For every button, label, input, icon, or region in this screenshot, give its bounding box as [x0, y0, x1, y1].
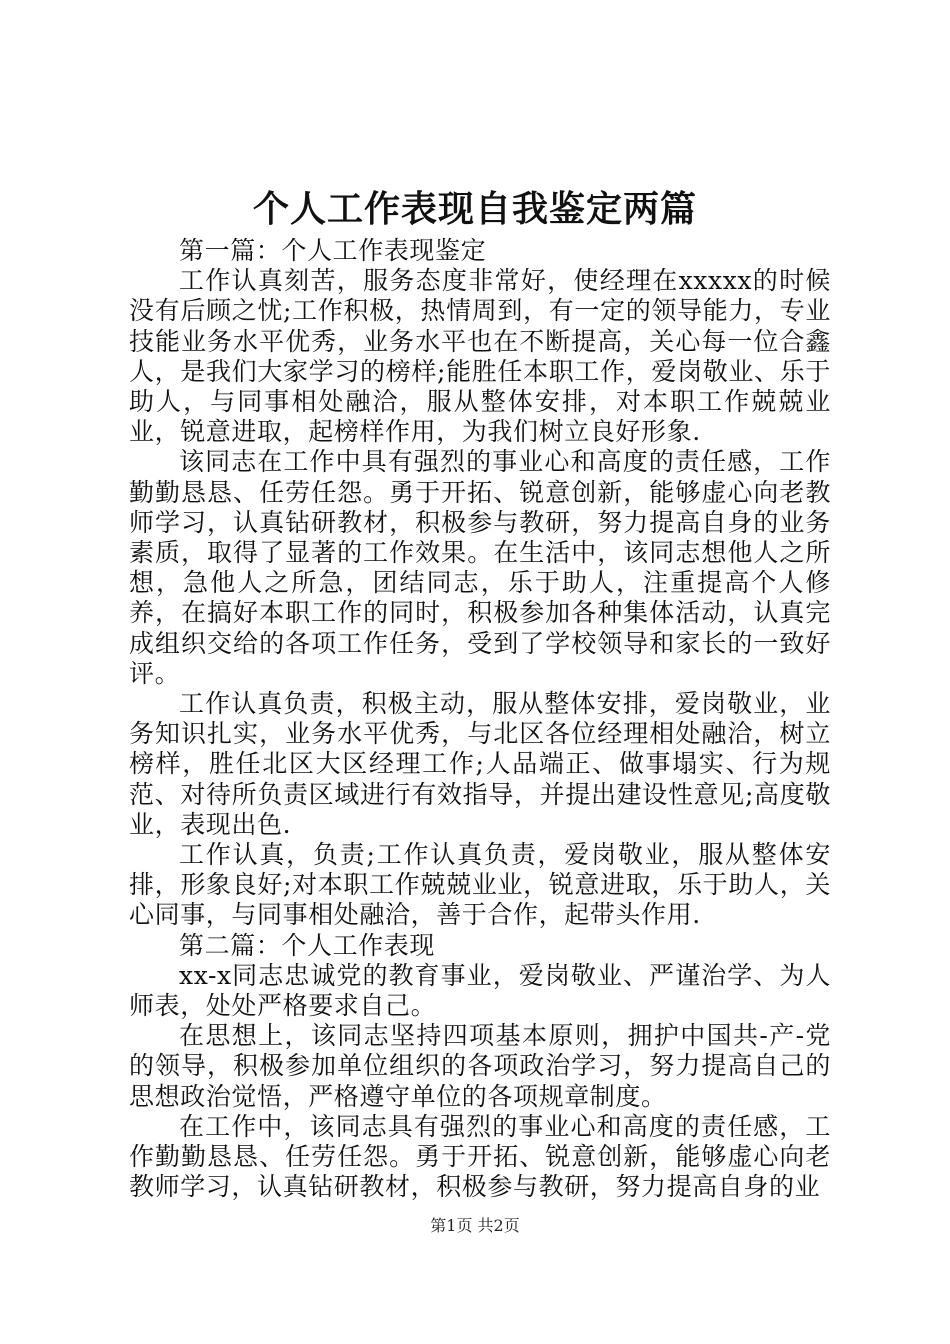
paragraph: 在思想上，该同志坚持四项基本原则，拥护中国共-产-党的领导，积极参加单位组织的各项政治学习，努力提高自己的思想政治觉悟，严格遵守单位的各项规章制度。: [129, 1021, 831, 1111]
paragraph: 工作认真刻苦，服务态度非常好，使经理在xxxxx的时候没有后顾之忧;工作积极，热情周到，有一定的领导能力，专业技能业务水平优秀，业务水平也在不断提高，关心每一位合鑫人，是我们大家学习的榜样;能胜任本职工作，爱岗敬业、乐于助人，与同事相处融洽，服从整体安排，对本职工作兢兢业业，锐意进取，起榜样作用，为我们树立良好形象.: [129, 266, 831, 447]
document-body: [129, 236, 831, 1203]
paragraph: xx-x同志忠诚党的教育事业，爱岗敬业、严谨治学、为人师表，处处严格要求自己。: [129, 960, 831, 1021]
page-number-footer: 第1页 共2页: [430, 1216, 520, 1235]
section-heading-2: 第二篇：个人工作表现: [179, 930, 436, 960]
paragraph: 在工作中，该同志具有强烈的事业心和高度的责任感，工作勤勤恳恳、任劳任怨。勇于开拓、锐意创新，能够虚心向老教师学习，认真钻研教材，积极参与教研，努力提高自身的业: [129, 1111, 831, 1202]
paragraph: 工作认真负责，积极主动，服从整体安排，爱岗敬业，业务知识扎实，业务水平优秀，与北区各位经理相处融洽，树立榜样，胜任北区大区经理工作;人品端正、做事塌实、行为规范、对待所负责区域进行有效指导，并提出建设性意见;高度敬业，表现出色.: [129, 689, 831, 839]
paragraph: 该同志在工作中具有强烈的事业心和高度的责任感，工作勤勤恳恳、任劳任怨。勇于开拓、锐意创新，能够虚心向老教师学习，认真钻研教材，积极参与教研，努力提高自身的业务素质，取得了显著的工作效果。在生活中，该同志想他人之所想，急他人之所急，团结同志，乐于助人，注重提高个人修养，在搞好本职工作的同时，积极参加各种集体活动，认真完成组织交给的各项工作任务，受到了学校领导和家长的一致好评。: [129, 447, 831, 688]
paragraph: 工作认真，负责;工作认真负责，爱岗敬业，服从整体安排，形象良好;对本职工作兢兢业业，锐意进取，乐于助人，关心同事，与同事相处融洽，善于合作，起带头作用.: [129, 840, 831, 930]
document-title: 个人工作表现自我鉴定两篇: [252, 188, 697, 230]
section-heading-1: 第一篇：个人工作表现鉴定: [179, 236, 487, 265]
